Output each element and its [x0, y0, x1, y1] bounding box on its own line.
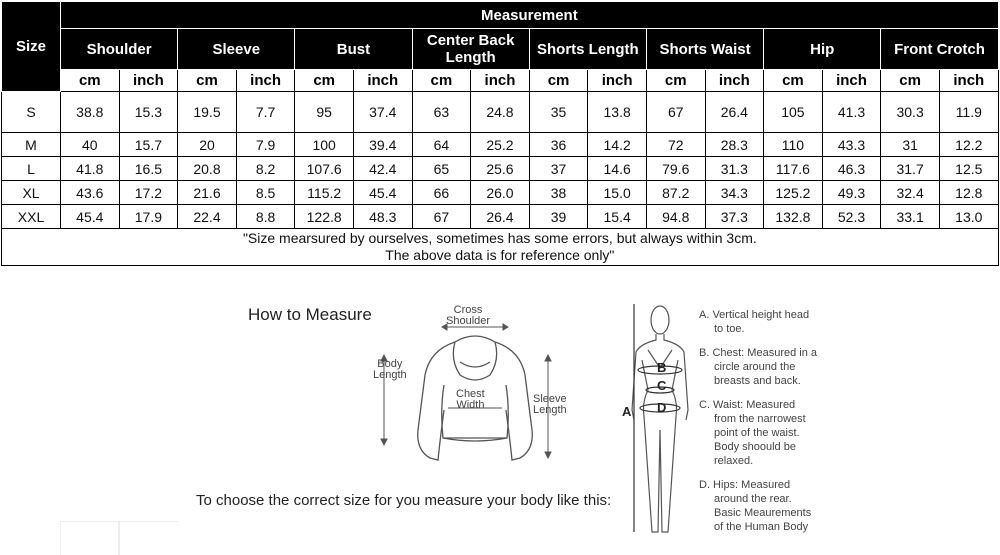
unit-header: inch — [353, 70, 412, 92]
value-cell: 63 — [412, 92, 471, 133]
table-row — [2, 181, 999, 205]
unit-header: inch — [705, 70, 764, 92]
value-cell: 35 — [529, 92, 588, 133]
value-cell: 26.4 — [705, 92, 764, 133]
unit-header: cm — [646, 70, 705, 92]
measurement-header: Measurement — [61, 2, 999, 29]
value-cell: 16.5 — [119, 157, 178, 181]
unit-header: cm — [529, 70, 588, 92]
size-header: Size — [2, 2, 61, 92]
body-length-label: Body Length — [373, 358, 407, 381]
choose-size-text: To choose the correct size for you measure your body like this: — [196, 492, 612, 509]
value-cell: 8.2 — [236, 157, 295, 181]
value-cell: 14.2 — [588, 133, 647, 157]
value-cell: 49.3 — [822, 181, 881, 205]
value-cell: 45.4 — [353, 181, 412, 205]
column-header-shorts-length: Shorts Length — [529, 29, 646, 70]
value-cell: 38.8 — [61, 92, 120, 133]
value-cell: 31.3 — [705, 157, 764, 181]
size-cell: S — [2, 92, 61, 133]
column-header-front-crotch: Front Crotch — [881, 29, 998, 70]
unit-header: inch — [822, 70, 881, 92]
column-header-shoulder: Shoulder — [61, 29, 178, 70]
sleeve-length-label: Sleeve Length — [533, 393, 567, 416]
value-cell: 20.8 — [178, 157, 237, 181]
body-figure-diagram — [620, 300, 695, 540]
value-cell: 7.7 — [236, 92, 295, 133]
value-cell: 46.3 — [822, 157, 881, 181]
value-cell: 7.9 — [236, 133, 295, 157]
value-cell: 15.3 — [119, 92, 178, 133]
value-cell: 67 — [412, 205, 471, 229]
value-cell: 107.6 — [295, 157, 354, 181]
value-cell: 66 — [412, 181, 471, 205]
column-header-hip: Hip — [764, 29, 881, 70]
figure-label-d: D — [657, 400, 667, 415]
value-cell: 28.3 — [705, 133, 764, 157]
value-cell: 37.3 — [705, 205, 764, 229]
value-cell: 13.0 — [939, 205, 998, 229]
table-row — [2, 92, 999, 133]
size-cell: L — [2, 157, 61, 181]
measurement-note-item: B. Chest: Measured in a circle around the breasts and back. — [699, 347, 818, 387]
value-cell: 15.0 — [588, 181, 647, 205]
value-cell: 122.8 — [295, 205, 354, 229]
column-header-center-back-length: Center Back Length — [412, 29, 529, 70]
unit-header: cm — [881, 70, 940, 92]
column-header-shorts-waist: Shorts Waist — [646, 29, 763, 70]
value-cell: 48.3 — [353, 205, 412, 229]
unit-header: cm — [295, 70, 354, 92]
value-cell: 37.4 — [353, 92, 412, 133]
size-chart-table — [1, 1, 999, 266]
value-cell: 8.5 — [236, 181, 295, 205]
unit-header: inch — [236, 70, 295, 92]
value-cell: 26.4 — [471, 205, 530, 229]
value-cell: 95 — [295, 92, 354, 133]
value-cell: 94.8 — [646, 205, 705, 229]
value-cell: 38 — [529, 181, 588, 205]
value-cell: 31.7 — [881, 157, 940, 181]
value-cell: 20 — [178, 133, 237, 157]
value-cell: 79.6 — [646, 157, 705, 181]
unit-header: inch — [119, 70, 178, 92]
size-cell: M — [2, 133, 61, 157]
value-cell: 115.2 — [295, 181, 354, 205]
measurement-notes — [699, 308, 839, 544]
value-cell: 21.6 — [178, 181, 237, 205]
column-header-sleeve: Sleeve — [178, 29, 295, 70]
value-cell: 100 — [295, 133, 354, 157]
value-cell: 31 — [881, 133, 940, 157]
value-cell: 132.8 — [764, 205, 823, 229]
value-cell: 30.3 — [881, 92, 940, 133]
unit-header: cm — [178, 70, 237, 92]
measurement-note-item: A. Vertical height head to toe. — [699, 309, 810, 335]
table-row — [2, 157, 999, 181]
value-cell: 64 — [412, 133, 471, 157]
value-cell: 32.4 — [881, 181, 940, 205]
value-cell: 24.8 — [471, 92, 530, 133]
table-row — [2, 133, 999, 157]
value-cell: 43.6 — [61, 181, 120, 205]
unit-header: cm — [61, 70, 120, 92]
measurement-note-item: D. Hips: Measured around the rear. Basic Meaurements of the Human Body — [699, 479, 812, 533]
value-cell: 41.3 — [822, 92, 881, 133]
figure-label-b: B — [657, 360, 667, 375]
value-cell: 17.2 — [119, 181, 178, 205]
value-cell: 8.8 — [236, 205, 295, 229]
value-cell: 36 — [529, 133, 588, 157]
table-row — [2, 205, 999, 229]
value-cell: 105 — [764, 92, 823, 133]
value-cell: 72 — [646, 133, 705, 157]
value-cell: 14.6 — [588, 157, 647, 181]
value-cell: 41.8 — [61, 157, 120, 181]
value-cell: 87.2 — [646, 181, 705, 205]
column-header-bust: Bust — [295, 29, 412, 70]
faint-grid-lines — [60, 521, 178, 555]
value-cell: 42.4 — [353, 157, 412, 181]
value-cell: 25.2 — [471, 133, 530, 157]
value-cell: 39.4 — [353, 133, 412, 157]
value-cell: 12.5 — [939, 157, 998, 181]
figure-label-c: C — [657, 378, 667, 393]
size-cell: XXL — [2, 205, 61, 229]
value-cell: 67 — [646, 92, 705, 133]
value-cell: 13.8 — [588, 92, 647, 133]
cross-shoulder-label: Cross Shoulder — [446, 304, 491, 327]
value-cell: 19.5 — [178, 92, 237, 133]
value-cell: 52.3 — [822, 205, 881, 229]
value-cell: 33.1 — [881, 205, 940, 229]
value-cell: 39 — [529, 205, 588, 229]
unit-header: inch — [471, 70, 530, 92]
value-cell: 15.7 — [119, 133, 178, 157]
value-cell: 25.6 — [471, 157, 530, 181]
unit-header: inch — [588, 70, 647, 92]
value-cell: 26.0 — [471, 181, 530, 205]
value-cell: 125.2 — [764, 181, 823, 205]
unit-header: cm — [764, 70, 823, 92]
figure-label-a: A — [622, 404, 632, 419]
value-cell: 17.9 — [119, 205, 178, 229]
chest-width-label: Chest Width — [456, 388, 485, 411]
value-cell: 12.8 — [939, 181, 998, 205]
value-cell: 40 — [61, 133, 120, 157]
value-cell: 45.4 — [61, 205, 120, 229]
value-cell: 65 — [412, 157, 471, 181]
unit-header: cm — [412, 70, 471, 92]
unit-header: inch — [939, 70, 998, 92]
value-cell: 37 — [529, 157, 588, 181]
value-cell: 43.3 — [822, 133, 881, 157]
value-cell: 12.2 — [939, 133, 998, 157]
value-cell: 34.3 — [705, 181, 764, 205]
value-cell: 117.6 — [764, 157, 823, 181]
value-cell: 11.9 — [939, 92, 998, 133]
value-cell: 22.4 — [178, 205, 237, 229]
table-note: "Size mearsured by ourselves, sometimes has some errors, but always within 3cm. The above data is for reference only" — [2, 229, 999, 266]
measurement-note-item: C. Waist: Measured from the narrowest point of the waist. Body shoould be relaxed. — [699, 399, 806, 467]
how-to-measure-title: How to Measure — [248, 305, 372, 324]
size-cell: XL — [2, 181, 61, 205]
value-cell: 110 — [764, 133, 823, 157]
value-cell: 15.4 — [588, 205, 647, 229]
